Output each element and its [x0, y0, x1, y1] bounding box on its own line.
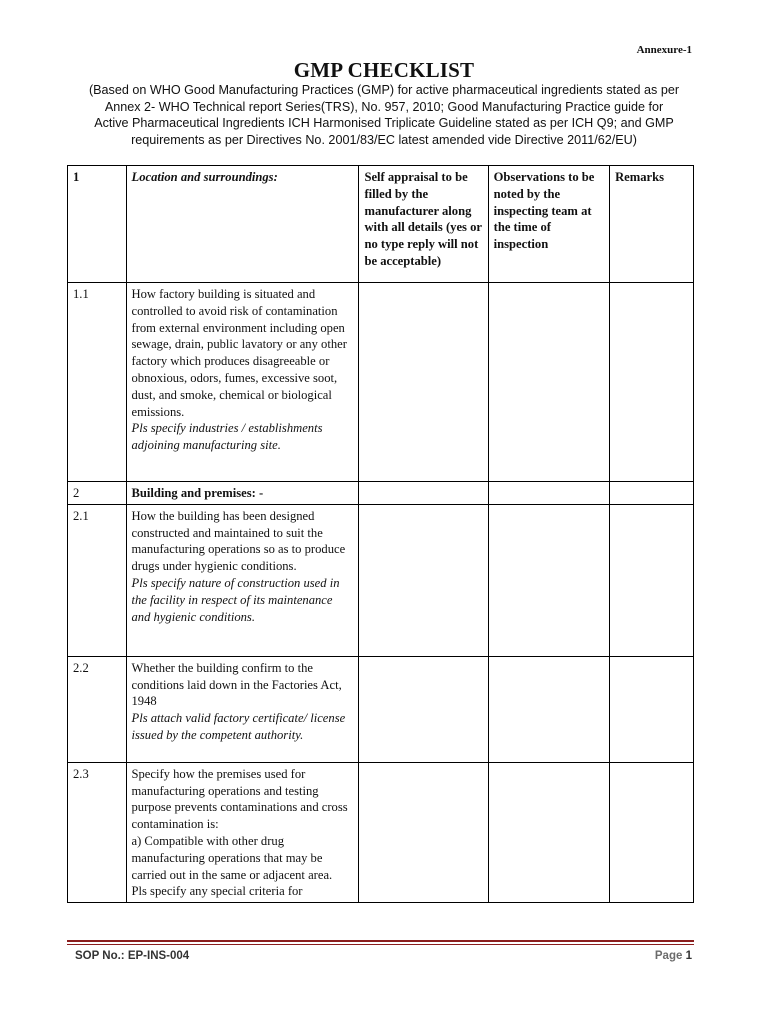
table-row: [68, 656, 694, 762]
sop-number: SOP No.: EP-INS-004: [75, 950, 190, 962]
table-row: [68, 504, 694, 656]
question-text: How factory building is situated and controlled to avoid risk of contamination from external environment including open sewage, drain, public lavatory or any other factory which produces disagreeable or obnoxious, odors, fumes, excessive soot, dust, and smoke, chemical or biological emissions.: [131, 287, 347, 419]
row-number: 2.3: [68, 762, 127, 902]
question-note: Pls attach valid factory certificate/ license issued by the competent authority.: [131, 711, 346, 742]
page-number: [655, 950, 692, 962]
question-text: Specify how the premises used for manufacturing operations and testing purpose prevents contaminations and cross contamination is:: [131, 766, 348, 832]
footer-rule: [67, 940, 694, 942]
row-number: 1.1: [68, 283, 127, 482]
question-option-a: a) Compatible with other drug manufacturing operations that may be carried out in the same or adjacent area.: [131, 833, 333, 882]
section-number: 1: [68, 166, 127, 283]
page-number-value: 1: [685, 950, 692, 962]
table-row: [68, 482, 694, 505]
subtitle-line: Active Pharmaceutical Ingredients ICH Harmonised Triplicate Guideline stated as per ICH Q9; and GMP: [94, 116, 674, 130]
question-text: Whether the building confirm to the conditions laid down in the Factories Act, 1948: [131, 660, 342, 709]
self-appraisal-cell[interactable]: [359, 762, 488, 902]
self-appraisal-cell[interactable]: [359, 656, 488, 762]
remarks-cell[interactable]: [610, 656, 694, 762]
table-row: [68, 762, 694, 902]
row-question: [126, 762, 359, 902]
question-note: Pls specify industries / establishments adjoining manufacturing site.: [131, 421, 323, 453]
subtitle-line: (Based on WHO Good Manufacturing Practices (GMP) for active pharmaceutical ingredients stated as per: [88, 83, 680, 97]
question-note: Pls specify any special criteria for: [131, 884, 303, 899]
observations-header: Observations to be noted by the inspecting team at the time of inspection: [488, 166, 609, 283]
subtitle-line: Annex 2- WHO Technical report Series(TRS), No. 957, 2010; Good Manufacturing Practice guide for: [104, 99, 664, 114]
remarks-cell[interactable]: [610, 283, 694, 482]
subtitle-line: requirements as per Directives No. 2001/83/EC latest amended vide Directive 2011/62/EU): [131, 132, 637, 147]
self-appraisal-cell[interactable]: [359, 482, 488, 505]
footer-rule: [67, 944, 694, 945]
question-text: How the building has been designed constructed and maintained to suit the manufacturing operations so as to produce drugs under hygienic conditions.: [131, 508, 346, 574]
self-appraisal-cell[interactable]: [359, 283, 488, 482]
gmp-checklist-table: [67, 165, 694, 903]
remarks-header: Remarks: [610, 166, 694, 283]
row-number: 2.2: [68, 656, 127, 762]
remarks-cell[interactable]: [610, 762, 694, 902]
remarks-cell[interactable]: [610, 504, 694, 656]
observations-cell[interactable]: [488, 762, 609, 902]
observations-cell[interactable]: [488, 482, 609, 505]
annexure-label: Annexure-1: [636, 44, 692, 56]
self-appraisal-header: Self appraisal to be filled by the manufacturer along with all details (yes or no type reply will not be acceptable): [359, 166, 488, 283]
page-title: GMP CHECKLIST: [293, 58, 475, 82]
section-title: Location and surroundings:: [126, 166, 359, 283]
table-header-row: [68, 166, 694, 283]
row-number: 2.1: [68, 504, 127, 656]
question-note: Pls specify nature of construction used in the facility in respect of its maintenance and hygienic conditions.: [131, 575, 340, 624]
observations-cell[interactable]: [488, 656, 609, 762]
remarks-cell[interactable]: [610, 482, 694, 505]
row-question: [126, 656, 359, 762]
self-appraisal-cell[interactable]: [359, 504, 488, 656]
row-question: [126, 283, 359, 482]
table-row: [68, 283, 694, 482]
row-question: [126, 504, 359, 656]
observations-cell[interactable]: [488, 283, 609, 482]
section-heading: Building and premises: -: [126, 482, 359, 505]
row-number: 2: [68, 482, 127, 505]
page-label: Page: [654, 950, 683, 962]
observations-cell[interactable]: [488, 504, 609, 656]
